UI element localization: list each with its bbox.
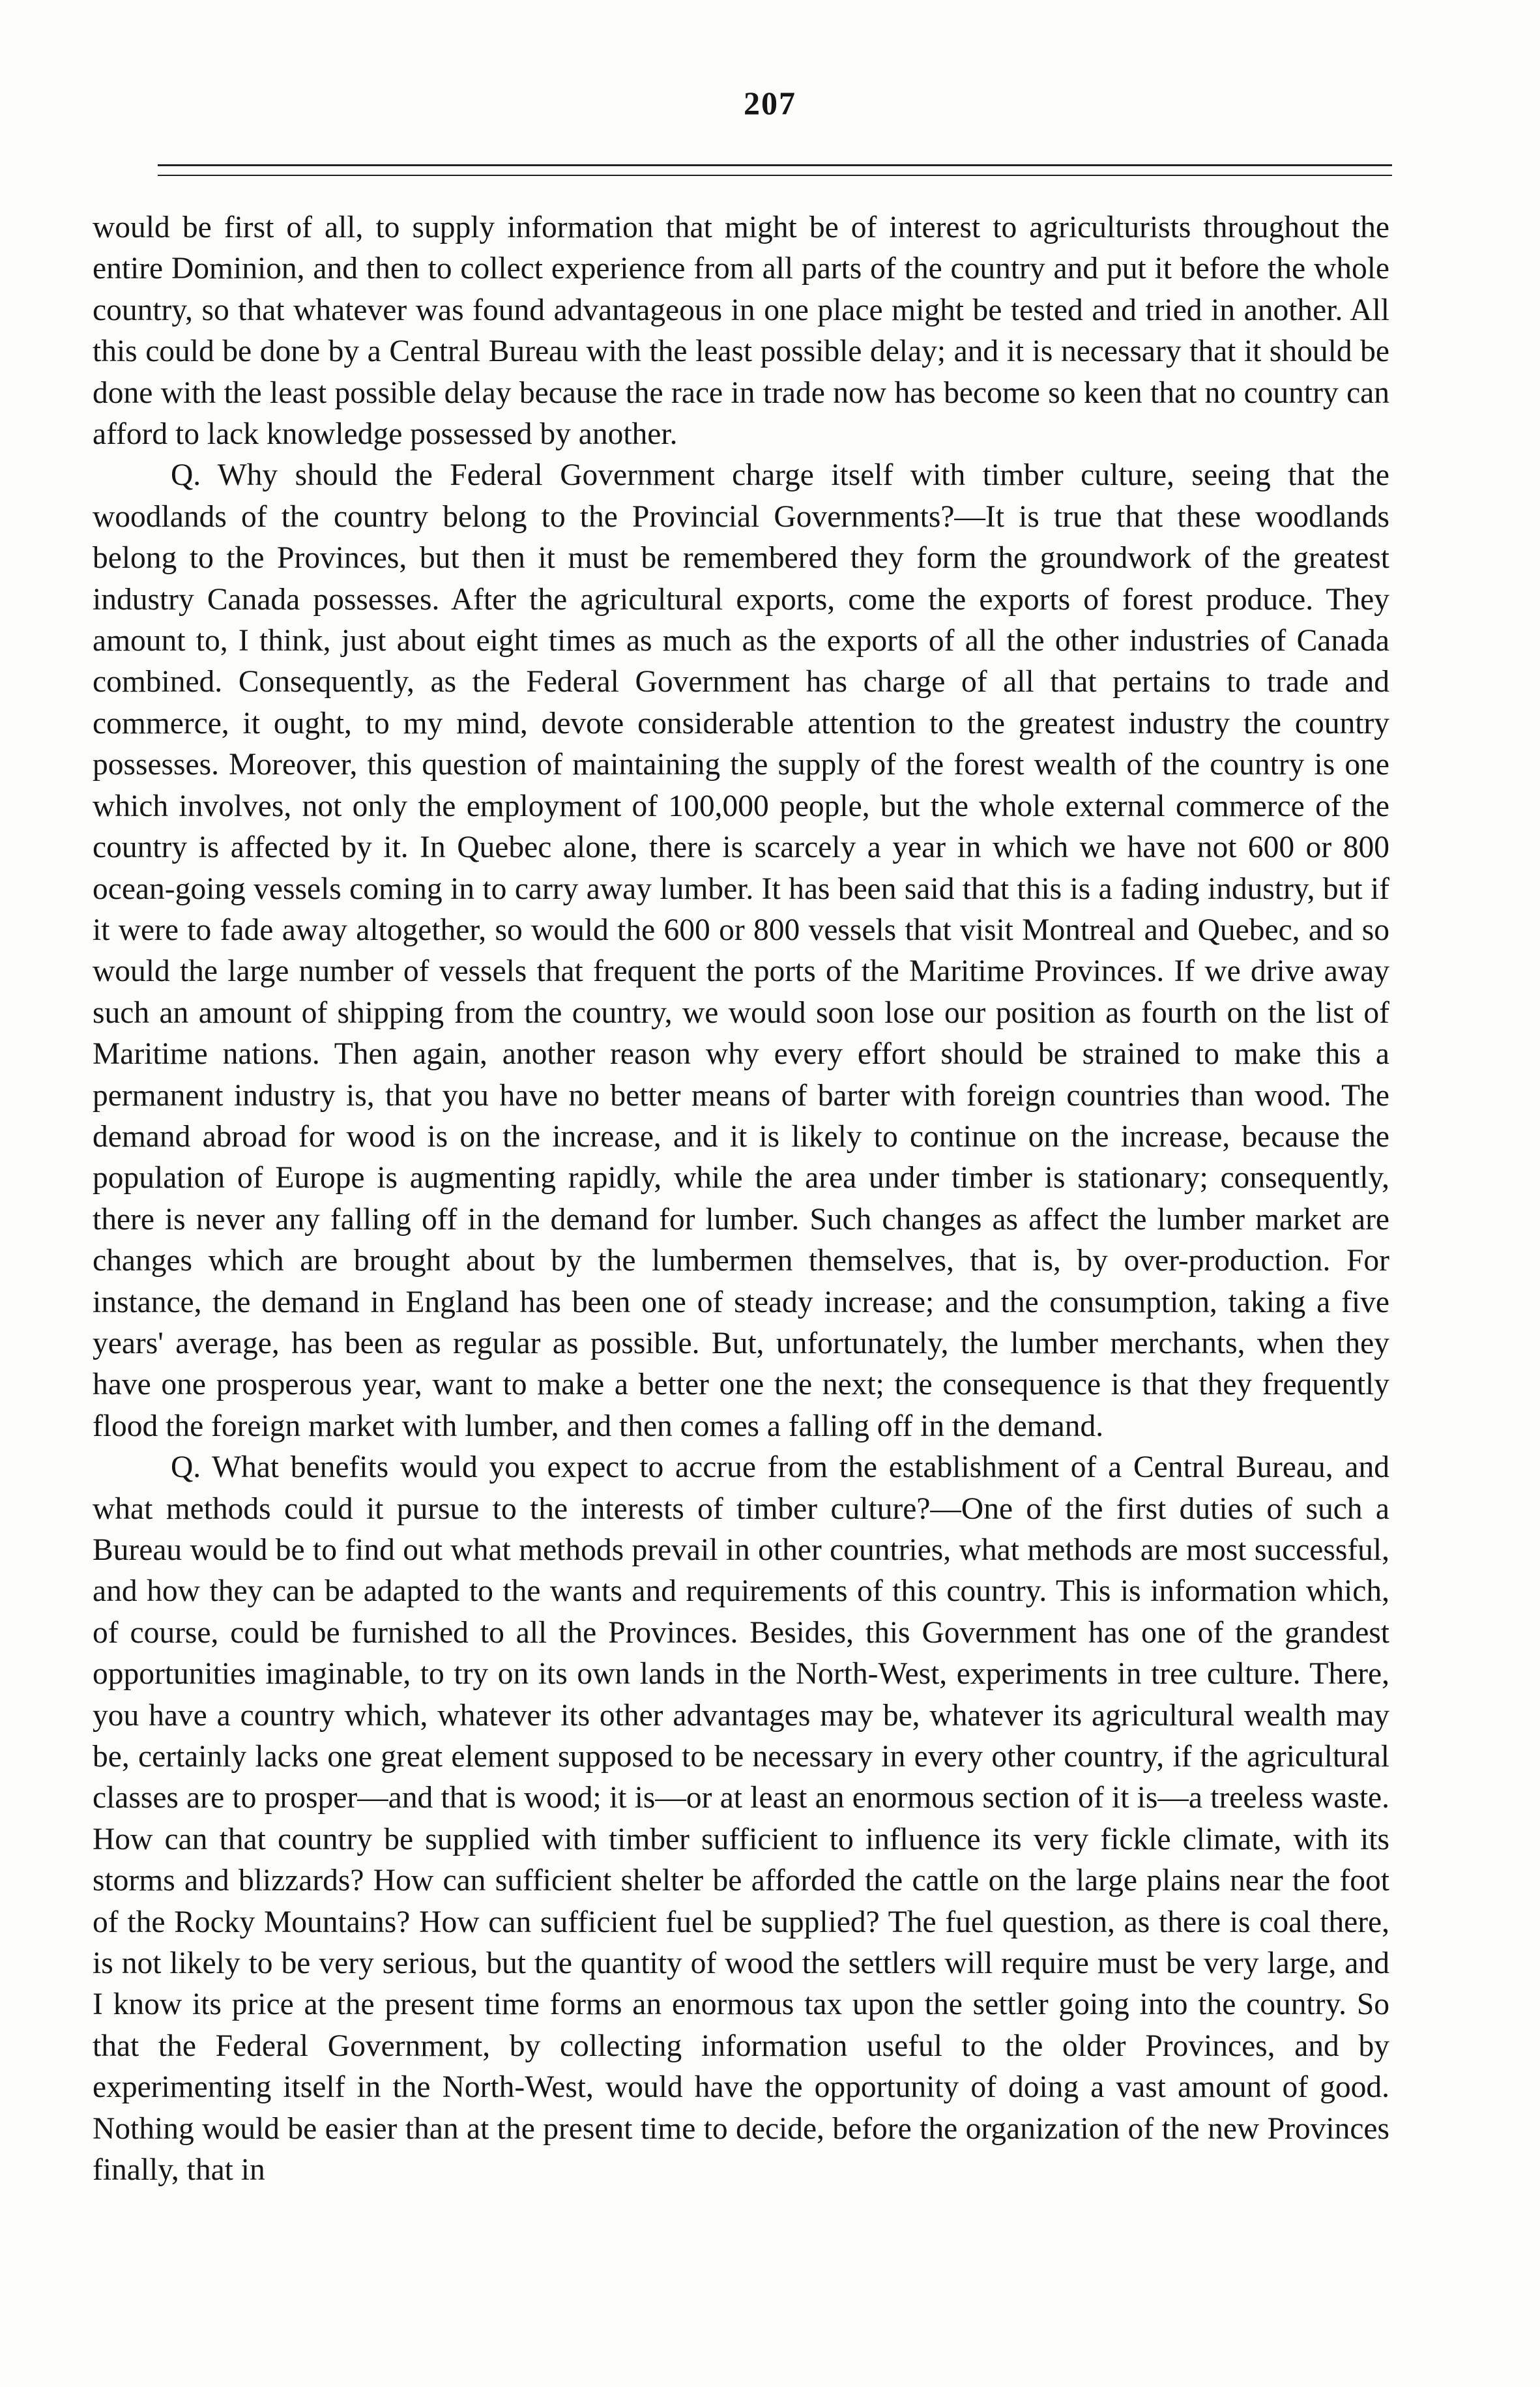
body-text bbox=[93, 207, 1389, 2191]
header-rule-bottom bbox=[158, 175, 1392, 176]
page-number: 207 bbox=[744, 85, 796, 121]
paragraph-question-central-bureau: Q. What benefits would you expect to accrue from the establishment of a Central Bureau, and what methods could it pursue to the interests of timber culture?—One of the first duties of such a Bureau would be to find out what methods prevail in other countries, what methods are most successful, and how they can be adapted to the wants and requirements of this country. This is information which, of course, could be furnished to all the Provinces. Besides, this Government has one of the grandest opportunities imaginable, to try on its own lands in the North-West, experiments in tree culture. There, you have a country which, whatever its other advantages may be, whatever its agricultural wealth may be, certainly lacks one great element supposed to be necessary in every other country, if the agricultural classes are to prosper—and that is wood; it is—or at least an enormous section of it is—a treeless waste. How can that country be supplied with timber sufficient to influence its very fickle climate, with its storms and blizzards? How can sufficient shelter be afforded the cattle on the large plains near the foot of the Rocky Mountains? How can sufficient fuel be supplied? The fuel question, as there is coal there, is not likely to be very serious, but the quantity of wood the settlers will require must be very large, and I know its price at the present time forms an enormous tax upon the settler going into the country. So that the Federal Government, by collecting information useful to the older Provinces, and by experimenting itself in the North-West, would have the opportunity of doing a vast amount of good. Nothing would be easier than at the present time to decide, before the organization of the new Provinces finally, that in bbox=[93, 1450, 1389, 2188]
paragraph-question-timber-culture: Q. Why should the Federal Government charge itself with timber culture, seeing that the woodlands of the country belong to the Provincial Governments?—It is true that these woodlands belong to the Provinces, but then it must be remembered they form the groundwork of the greatest industry Canada possesses. After the agricultural exports, come the exports of forest produce. They amount to, I think, just about eight times as much as the exports of all the other industries of Canada combined. Consequently, as the Federal Government has charge of all that pertains to trade and commerce, it ought, to my mind, devote considerable attention to the greatest industry the country possesses. Moreover, this question of maintaining the supply of the forest wealth of the country is one which involves, not only the employment of 100,000 people, but the whole external commerce of the country is affected by it. In Quebec alone, there is scarcely a year in which we have not 600 or 800 ocean-going vessels coming in to carry away lumber. It has been said that this is a fading industry, but if it were to fade away altogether, so would the 600 or 800 vessels that visit Montreal and Quebec, and so would the large number of vessels that frequent the ports of the Maritime Provinces. If we drive away such an amount of shipping from the country, we would soon lose our position as fourth on the list of Maritime nations. Then again, another reason why every effort should be strained to make this a permanent industry is, that you have no better means of barter with foreign countries than wood. The demand abroad for wood is on the increase, and it is likely to continue on the increase, because the population of Europe is augmenting rapidly, while the area under timber is stationary; consequently, there is never any falling off in the demand for lumber. Such changes as affect the lumber market are changes which are brought about by the lumbermen themselves, that is, by over-production. For instance, the demand in England has been one of steady increase; and the consumption, taking a five years' average, has been as regular as possible. But, unfortunately, the lumber merchants, when they have one prosperous year, want to make a better one the next; the consequence is that they frequently flood the foreign market with lumber, and then comes a falling off in the demand. bbox=[93, 458, 1389, 1443]
header-rule-top bbox=[158, 164, 1392, 166]
paragraph-continuation: would be first of all, to supply information that might be of interest to agriculturists throughout the entire Dominion, and then to collect experience from all parts of the country and put it before the whole country, so that whatever was found advantageous in one place might be tested and tried in another. All this could be done by a Central Bureau with the least possible delay; and it is necessary that it should be done with the least possible delay because the race in trade now has become so keen that no country can afford to lack knowledge possessed by another. bbox=[93, 211, 1389, 452]
